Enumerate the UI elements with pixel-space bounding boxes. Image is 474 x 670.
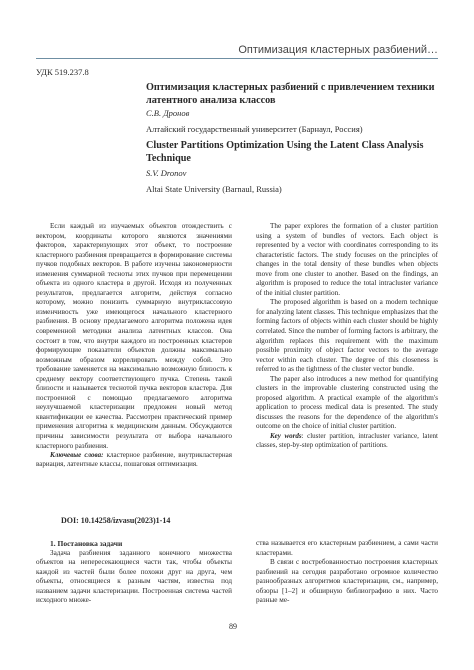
keywords-en-text: : cluster partition, intracluster variance, latent classes, step-by-step optimization of partitions. [256, 432, 439, 450]
keywords-en [256, 432, 438, 450]
page-number: 89 [229, 622, 237, 631]
author-en: S.V. Dronov [146, 168, 187, 178]
body-right-column [256, 539, 438, 606]
body-paragraph: ства называется его кластерным разбиением, а сами части кластерами. [256, 539, 438, 557]
keywords-ru [36, 451, 232, 469]
abstract-en-paragraph: The proposed algorithm is based on a modern technique for analyzing latent classes. This technique emphasizes that the forming factors of objects within each cluster should be highly correlated. Since the number of forming factors is arbitrary, the algorithm replaces this requirement with the maximum possible proximity of object factor vectors to the average vector within each cluster. The degree of this closeness is referred to as the tightness of the cluster vector bundle. [256, 298, 438, 374]
keywords-ru-text: кластерное разбиение, внутрикластерная вариация, латентные классы, пошаговая оптимизация. [36, 451, 233, 469]
keywords-en-label: Key words [270, 432, 302, 441]
body-paragraph: В связи с востребованностью построения кластерных разбиений на сегодня разработано огромное количество разнообразных алгоритмов кластеризации, см., например, обзоры [1–2] и обширную библиографию в них. Часто разные ме- [256, 558, 438, 605]
section-title: 1. Постановка задачи [50, 539, 123, 548]
body-paragraph: Задача разбиения заданного конечного множества объектов на непересекающиеся части так, чтобы объекты каждой из частей были более похожи друг на друга, чем объекты, относящиеся к разным частям, известна под названием задачи кластеризации. Построенная система частей исходного множе- [36, 548, 232, 605]
doi: DOI: 10.14258/izvasu(2023)1-14 [61, 516, 171, 525]
title-en: Cluster Partitions Optimization Using the Latent Class Analysis Technique [146, 140, 424, 164]
author-ru: С.В. Дронов [146, 108, 190, 118]
udk-code: УДК 519.237.8 [36, 67, 89, 77]
abstract-ru-paragraph: Если каждый из изучаемых объектов отождествить с вектором, координаты которого являются значениями факторов, характеризующих этот объект, то построение кластерного разбиения превращается в формирование системы пучков подобных векторов. В работе изучены закономерности изменения суммарной тесноты этих пучков при перемещении объекта из одного кластера в другой. Исходя из полученных результатов, предлагается алгоритм, действуя согласно которому, можно понизить суммарную внутриклассовую изменчивость уже имеющегося начального кластерного разбиения. В основу предлагаемого алгоритма положена идея современной методики анализа латентных классов. Она состоит в том, что внутри каждого из построенных кластеров формирующие показатели объектов должны максимально возможным образом коррелировать между собой. Это требование заменяется на максимально возможную близость к среднему вектору соответствующего пучка. Степень такой близости и называется теснотой пучка векторов кластера. Для построенной с помощью предлагаемого алгоритма неулучшаемой кластеризации предложен новый метод квантификации ее качества. Рассмотрен практический пример применения алгоритма к медицинским данным. Обсуждаются причины зависимости результата от выбора начального кластерного разбиения. [36, 222, 232, 450]
body-left-column [36, 539, 232, 606]
keywords-ru-label: Ключевые слова: [50, 451, 104, 460]
title-ru: Оптимизация кластерных разбиений с привлечением техники латентного анализа классов [146, 82, 435, 106]
abstract-en [256, 222, 438, 450]
abstract-en-paragraph: The paper also introduces a new method for quantifying clusters in the improvable clustering constructed using the proposed algorithm. A practical example of the algorithm's application to process medical data is presented. The study discusses the reasons for the dependence of the algorithm's outcome on the choice of initial cluster partition. [256, 374, 438, 431]
header-divider [36, 58, 438, 59]
abstract-en-paragraph: The paper explores the formation of a cluster partition using a system of bundles of vectors. Each object is represented by a vector with coordinates corresponding to its characteristic factors. The study focuses on the principles of changes in the total density of these bundles when objects move from one cluster to another. Based on the findings, an algorithm is proposed to reduce the total intracluster variance of the initial cluster partition. [256, 222, 438, 297]
running-title: Оптимизация кластерных разбиений… [238, 44, 438, 56]
abstract-ru [36, 222, 232, 469]
affiliation-en: Altai State University (Barnaul, Russia) [146, 184, 282, 194]
affiliation-ru: Алтайский государственный университет (Барнаул, Россия) [146, 124, 363, 134]
